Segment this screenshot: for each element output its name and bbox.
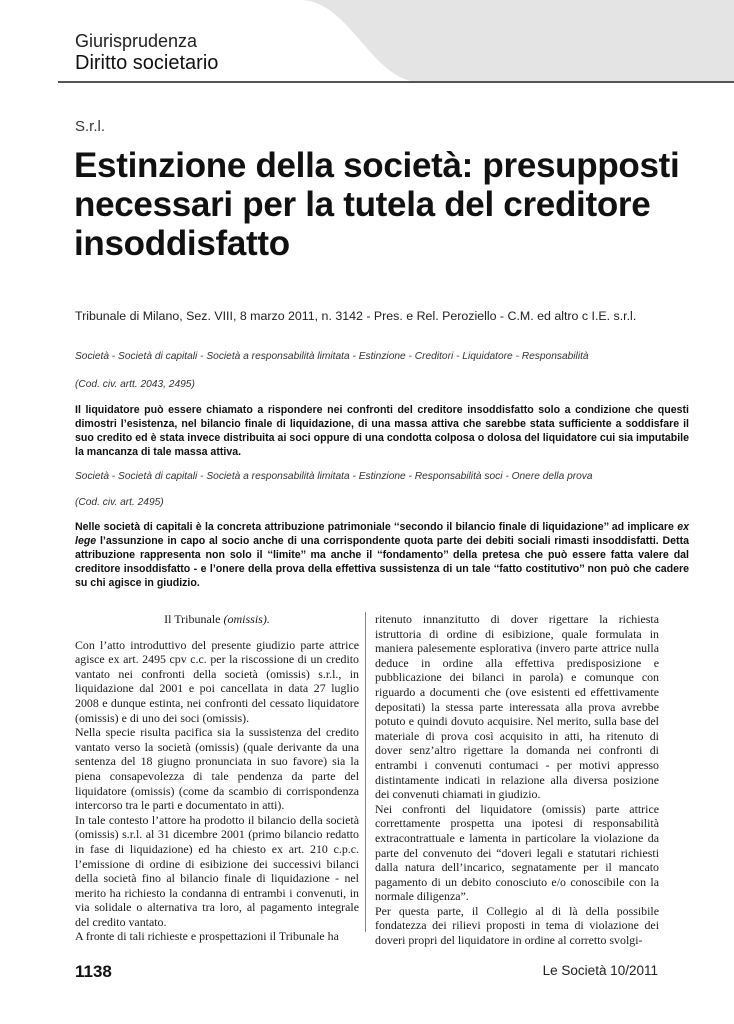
- body-paragraph: ritenuto innanzitutto di dover rigettare la richiesta istruttoria di ordine di esibizione, quale formulata in maniera palesemente esplorativa (invero parte attrice nulla deduce in ordine alla effettiva predisposizione e pubblicazione dei bilanci in parola) e comunque con riguardo a documenti che (ove esistenti ed effettivamente depositati) la stessa parte interessata alla prova avrebbe potuto e quindi dovuto acquisire. Nel merito, sulla base del materiale di prova così acquisito in atti, ha ritenuto di dover senz’altro rigettare la domanda nei confronti di entrambi i convenuti contumaci - per motivi appresso distintamente indicati in relazione alla diversa posizione dei convenuti chiamati in giudizio.: [375, 612, 659, 802]
- body-paragraph: A fronte di tali richieste e prospettazioni il Tribunale ha: [75, 929, 339, 944]
- body-paragraph: Nei confronti del liquidatore (omissis) parte attrice correttamente prospetta una ipotesi di responsabilità extracontrattuale e lamenta in particolare la violazione da parte del convenuto dei “doveri legali e statutari richiesti dalla natura dell’incarico, segnatamente per il mancato pagamento di un debito conosciuto e/o conoscibile con la normale diligenza”.: [375, 801, 659, 904]
- case-citation: Tribunale di Milano, Sez. VIII, 8 marzo 2011, n. 3142 - Pres. e Rel. Peroziello - C.M. ed altro c I.E. s.r.l.: [75, 309, 637, 323]
- body-paragraph: Per questa parte, il Collegio al di là della possibile fondatezza dei rilievi proposti in tema di violazione dei doveri propri del liquidatore in ordine al corretto svolgi-: [375, 903, 659, 948]
- body-paragraph: Con l’atto introduttivo del presente giudizio parte attrice agisce ex art. 2495 cpv c.c. per la riscossione di un credito vantato nei confronti della società (omissis) s.r.l., in liquidazione dal 2001 e poi cancellata in data 27 luglio 2008 e dunque estinta, nei confronti del cessato liquidatore (omissis) e di uno dei soci (omissis).: [75, 637, 359, 725]
- body-heading: [75, 612, 359, 627]
- body-column-left: [75, 612, 359, 944]
- body-paragraph: In tale contesto l’attore ha prodotto il bilancio della società (omissis) s.r.l. al 31 dicembre 2001 (primo bilancio redatto in fase di liquidazione) ed ha chiesto ex art. 210 c.p.c. l’emissione di ordine di esibizione dei successivi bilanci della società fino al bilancio finale di liquidazione - nel merito ha richiesto la condanna di entrambi i convenuti, in via solidale o alternativa tra loro, al pagamento integrale del credito vantato.: [75, 812, 359, 929]
- massima-2-text-emphasis: ex lege: [75, 521, 689, 547]
- body-heading-italic: (omissis).: [223, 612, 270, 626]
- massima-1-references: (Cod. civ. artt. 2043, 2495): [75, 379, 195, 390]
- massima-2-text: [75, 520, 689, 590]
- massima-2-text-before: Nelle società di capitali è la concreta attribuzione patrimoniale ‘‘secondo il bilancio finale di liquidazione’’ ad implicare: [75, 521, 678, 533]
- body-column-right: [375, 612, 659, 948]
- body-heading-text: Il Tribunale: [164, 612, 221, 626]
- massima-1-text: Il liquidatore può essere chiamato a rispondere nei confronti del creditore insoddisfatto solo a condizione che questi dimostri l’esistenza, nel bilancio finale di liquidazione, di una massa attiva che sarebbe stata sufficiente a soddisfare il suo credito ed è stata invece distribuita ai soci oppure di una condotta colposa o dolosa del liquidatore cui sia imputabile la mancanza di tale massa attiva.: [75, 404, 689, 458]
- massima-1-keywords: Società - Società di capitali - Società a responsabilità limitata - Estinzione - Creditori - Liquidatore - Responsabilità: [75, 351, 589, 362]
- massima-2-text-after: l’assunzione in capo al socio anche di una corrispondente quota parte dei debiti sociali rimasti insoddisfatti. Detta attribuzione rappresenta non solo il ‘‘limite’’ ma anche il ‘‘fondamento’’ della pretesa che può essere fatta valere dal creditore insoddisfatto - e l’onere della prova della effettiva sussistenza di un tale ‘‘fatto costitutivo’’ non può che cadere su chi agisce in giudizio.: [75, 535, 689, 589]
- journal-issue: Le Società 10/2011: [542, 963, 658, 978]
- column-divider: [365, 612, 366, 932]
- page-number: 1138: [75, 962, 112, 981]
- article-title: Estinzione della società: presupposti necessari per la tutela del creditore insoddisfatto: [74, 146, 680, 263]
- header-rule: [58, 81, 734, 83]
- body-paragraph: Nella specie risulta pacifica sia la sussistenza del credito vantato verso la società (omissis) (quale derivante da una sentenza del 18 giugno pronunciata in suo favore) sia la piena consapevolezza di tale pendenza da parte del liquidatore (omissis) (come da scambio di corrispondenza intercorso tra le parti e documentato in atti).: [75, 725, 359, 813]
- section-label: Giurisprudenza: [75, 31, 198, 51]
- section-title: Diritto societario: [75, 52, 219, 74]
- massima-2-references: (Cod. civ. art. 2495): [75, 497, 164, 508]
- massima-2-keywords: Società - Società di capitali - Società a responsabilità limitata - Estinzione - Responsabilità soci - Onere della prova: [75, 471, 593, 482]
- article-kicker: S.r.l.: [75, 118, 106, 135]
